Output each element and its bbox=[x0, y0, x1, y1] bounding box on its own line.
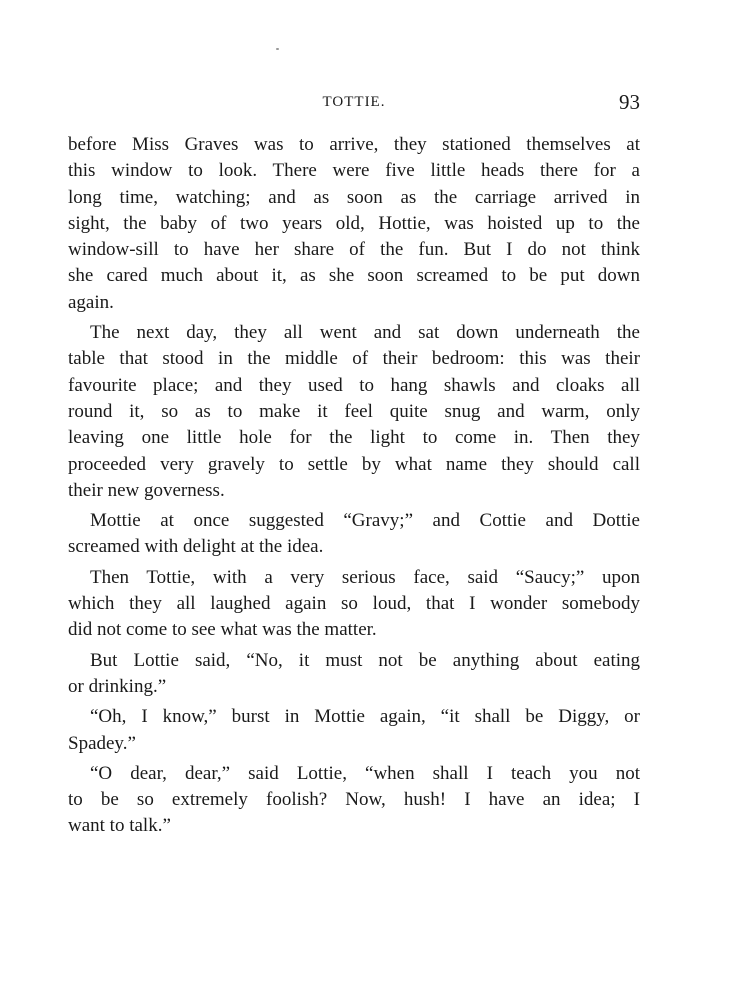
text-line: “O dear, dear,” said Lottie, “when shall I teach you not bbox=[90, 762, 640, 784]
text-line: before Miss Graves was to arrive, they stationed themselves at bbox=[68, 134, 640, 155]
text-line: screamed with delight at the idea. bbox=[68, 536, 324, 558]
text-line: their new governess. bbox=[68, 479, 225, 501]
paragraph bbox=[68, 648, 640, 701]
text-line: favourite place; and they used to hang shawls and cloaks all bbox=[68, 374, 640, 396]
body-text bbox=[68, 132, 640, 844]
text-line: proceeded very gravely to settle by what name they should call bbox=[68, 453, 640, 475]
text-line: want to talk.” bbox=[68, 815, 171, 837]
paragraph bbox=[68, 508, 640, 561]
page-header bbox=[68, 90, 640, 120]
paragraph bbox=[68, 565, 640, 644]
text-line: Spadey.” bbox=[68, 732, 136, 754]
text-line: table that stood in the middle of their bedroom: this was their bbox=[68, 348, 640, 370]
text-line: long time, watching; and as soon as the carriage arrived in bbox=[68, 186, 640, 208]
text-line: which they all laughed again so loud, that I wonder somebody bbox=[68, 593, 640, 615]
text-line: to be so extremely foolish? Now, hush! I have an idea; I bbox=[68, 789, 640, 811]
text-line: window-sill to have her share of the fun. But I do not think bbox=[68, 239, 640, 261]
text-line: The next day, they all went and sat down underneath the bbox=[90, 322, 640, 344]
text-line: But Lottie said, “No, it must not be anything about eating bbox=[90, 649, 640, 671]
text-line: or drinking.” bbox=[68, 675, 167, 697]
text-line: this window to look. There were five little heads there for a bbox=[68, 160, 640, 182]
text-line: leaving one little hole for the light to come in. Then they bbox=[68, 427, 640, 449]
text-line: Then Tottie, with a very serious face, said “Saucy;” upon bbox=[90, 566, 640, 588]
paragraph bbox=[68, 761, 640, 840]
text-line: did not come to see what was the matter. bbox=[68, 619, 377, 641]
text-line: sight, the baby of two years old, Hottie, was hoisted up to the bbox=[68, 212, 640, 234]
paragraph bbox=[68, 320, 640, 504]
text-line: Mottie at once suggested “Gravy;” and Cottie and Dottie bbox=[90, 510, 640, 532]
paragraph bbox=[68, 704, 640, 757]
text-line: she cared much about it, as she soon screamed to be put down bbox=[68, 265, 640, 287]
running-title: TOTTIE. bbox=[322, 94, 386, 110]
paragraph bbox=[68, 132, 640, 316]
text-line: round it, so as to make it feel quite snug and warm, only bbox=[68, 400, 640, 422]
page-number: 93 bbox=[619, 90, 640, 114]
print-speck bbox=[276, 48, 279, 50]
text-line: “Oh, I know,” burst in Mottie again, “it shall be Diggy, or bbox=[90, 706, 640, 728]
text-line: again. bbox=[68, 291, 114, 313]
